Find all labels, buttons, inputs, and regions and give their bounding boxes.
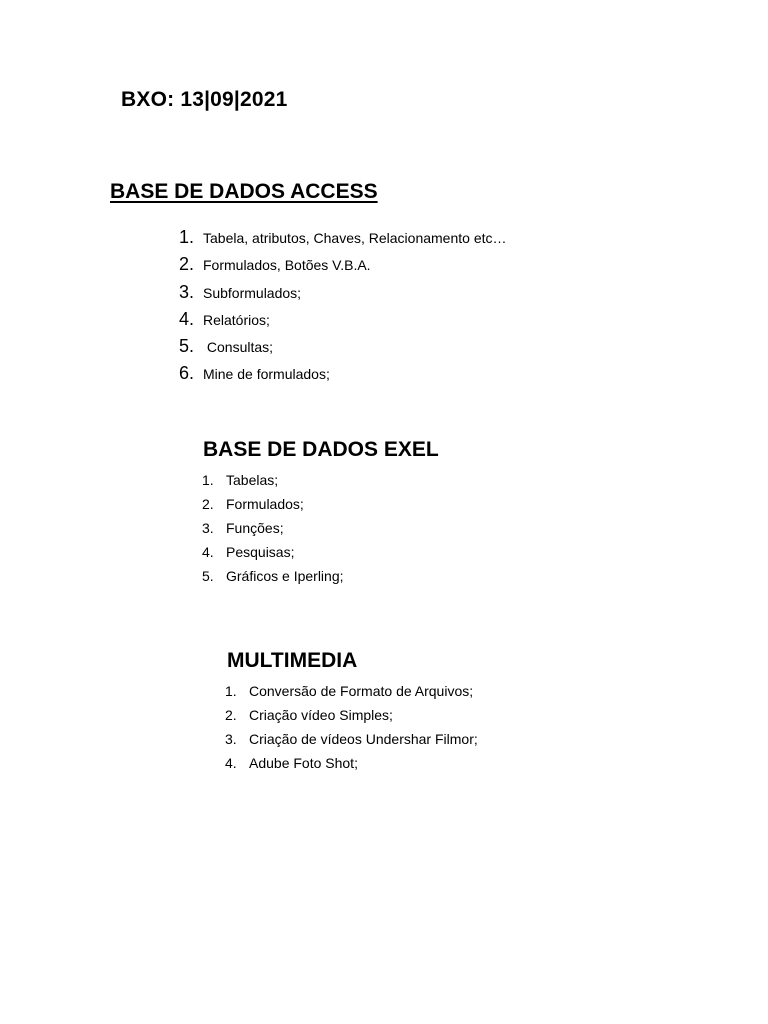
list-number: 3. [179,281,195,302]
list-text: Formulados, Botões V.B.A. [203,257,371,274]
list-item [179,282,507,309]
list-number: 4. [225,755,237,771]
list-number: 1. [179,227,195,247]
list-text: Tabelas; [226,472,279,488]
list-number: 1. [202,472,214,488]
list-item [202,568,344,592]
list-item [225,683,478,707]
list-text: Criação vídeo Simples; [249,707,393,723]
list-number: 2. [179,254,195,275]
list-item [202,496,344,520]
list-item [202,520,344,544]
list-text: Tabela, atributos, Chaves, Relacionamento etc… [203,230,507,246]
list-item [202,472,344,496]
list-text: Criação de vídeos Undershar Filmor; [249,731,478,747]
list-text: Mine de formulados; [203,366,330,383]
list-text: Conversão de Formato de Arquivos; [249,683,474,699]
list-text: Formulados; [226,496,304,512]
list-text: Consultas; [203,339,274,356]
section-heading-access: BASE DE DADOS ACCESS [110,180,378,203]
list-number: 2. [202,496,214,512]
list-number: 6. [179,363,195,384]
list-number: 1. [225,683,237,699]
list-item [202,544,344,568]
list-text: Pesquisas; [226,544,295,560]
list-item [225,707,478,731]
date-line: BXO: 13|09|2021 [121,88,288,111]
list-item [179,309,507,336]
list-item [179,254,507,281]
list-number: 4. [202,544,214,560]
list-number: 3. [225,731,237,747]
list-number: 5. [179,336,195,357]
list-item [225,755,478,779]
exel-topic-list [202,472,344,592]
multimedia-topic-list [225,683,478,779]
list-number: 2. [225,707,237,723]
access-topic-list [179,227,507,391]
list-text: Gráficos e Iperling; [226,568,344,584]
list-text: Funções; [226,520,284,536]
list-item [179,336,507,363]
list-number: 5. [202,568,214,584]
list-text: Subformulados; [203,284,302,301]
section-heading-exel: BASE DE DADOS EXEL [203,438,439,461]
list-item [179,227,507,254]
list-item [179,363,507,390]
list-text: Relatórios; [203,311,270,328]
list-number: 4. [179,308,195,329]
section-heading-multimedia: MULTIMEDIA [227,649,358,672]
list-item [225,731,478,755]
list-text: Adube Foto Shot; [249,755,358,771]
list-number: 3. [202,520,214,536]
